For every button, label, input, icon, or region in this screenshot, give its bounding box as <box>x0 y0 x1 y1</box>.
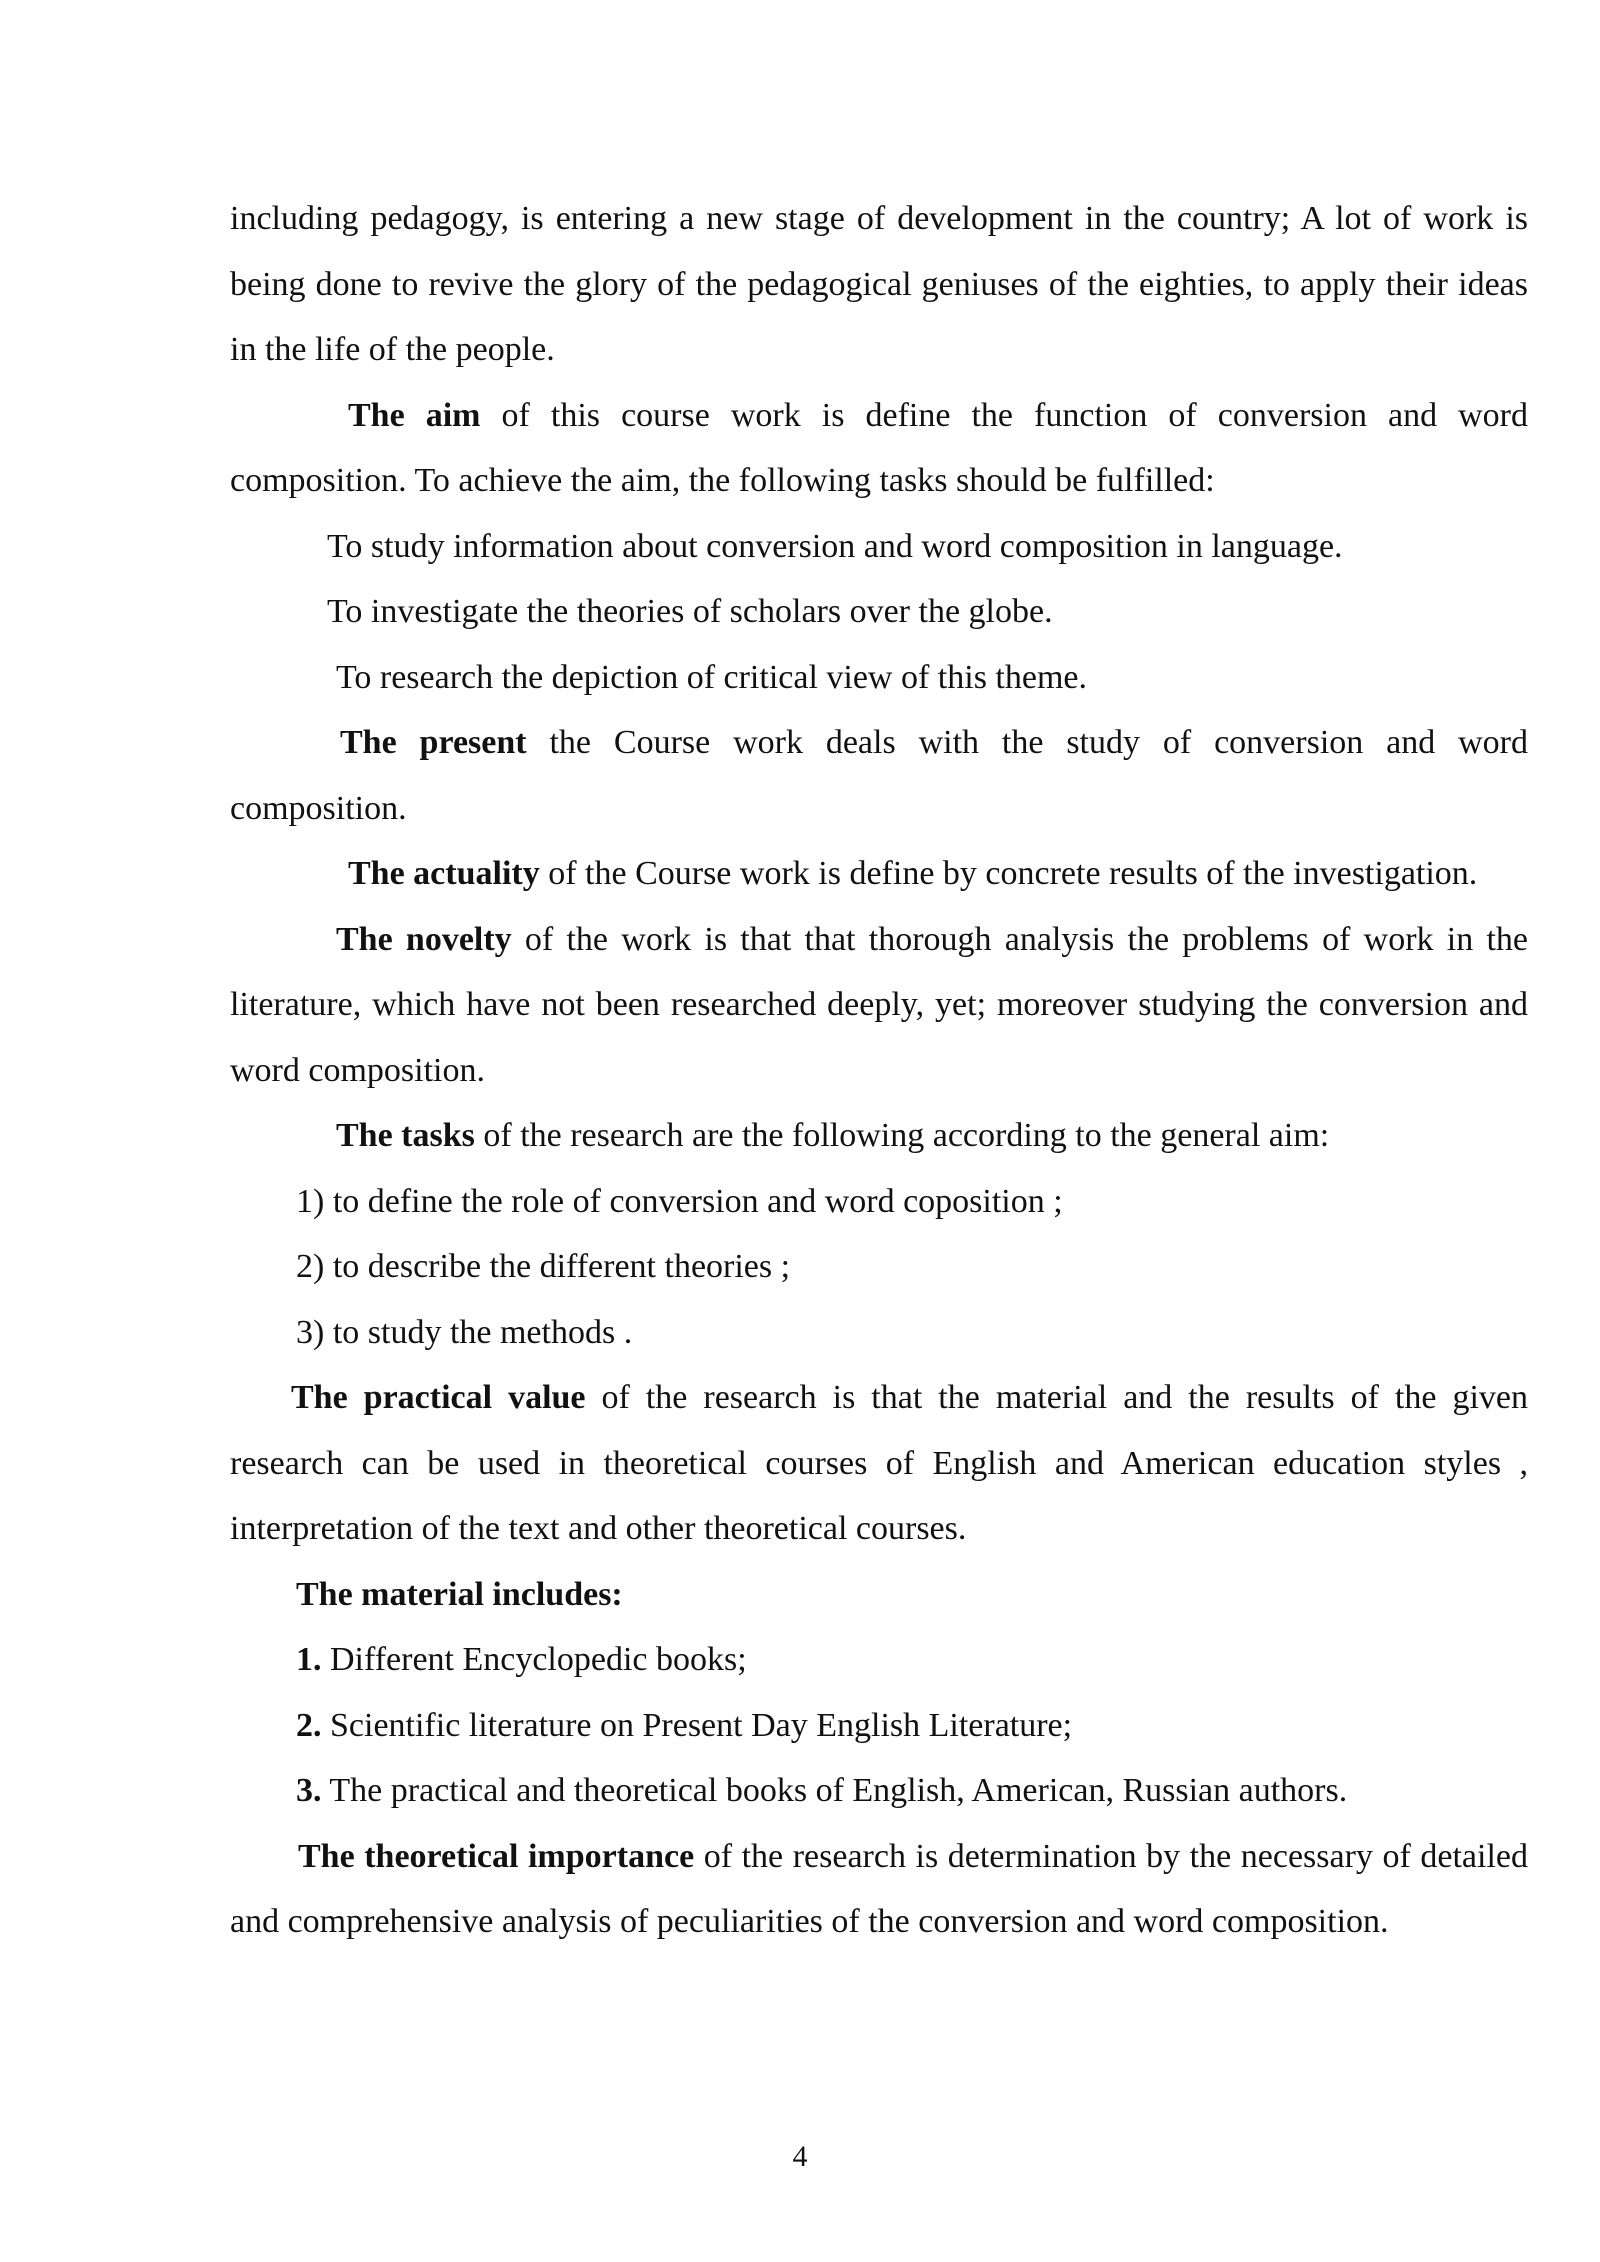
aim-paragraph <box>230 383 1528 514</box>
material-heading: The material includes: <box>296 1575 623 1613</box>
task-list-item: 3) to study the methods . <box>296 1313 633 1351</box>
material-item-number: 2. <box>296 1706 322 1744</box>
aim-label: The aim <box>348 396 481 434</box>
theoretical-importance-label: The theoretical importance <box>298 1837 695 1875</box>
tasks-text: of the research are the following according to the general aim: <box>474 1117 1330 1154</box>
actuality-paragraph <box>230 841 1528 907</box>
actuality-label: The actuality <box>348 855 540 892</box>
practical-value-paragraph <box>230 1365 1528 1562</box>
aim-task-item: To study information about conversion and word composition in language. <box>327 527 1343 565</box>
material-list-item <box>230 1627 1528 1693</box>
novelty-label: The novelty <box>336 920 512 958</box>
material-item-text: The practical and theoretical books of English, American, Russian authors. <box>321 1772 1348 1809</box>
material-list-item <box>230 1693 1528 1759</box>
material-item-number: 1. <box>296 1641 322 1678</box>
tasks-label: The tasks <box>336 1117 475 1154</box>
novelty-paragraph <box>230 907 1528 1104</box>
present-paragraph <box>230 710 1528 841</box>
practical-value-label: The practical value <box>291 1379 586 1416</box>
task-list-item: 2) to describe the different theories ; <box>296 1248 791 1285</box>
page-number: 4 <box>792 2140 808 2173</box>
intro-paragraph: including pedagogy, is entering a new stage of development in the country; A lot of work is being done to revive the glory of the pedagogical geniuses of the eighties, to apply their ideas in the life of the people. <box>230 200 1528 368</box>
present-label: The present <box>340 724 527 761</box>
aim-task-item: To research the depiction of critical view of this theme. <box>336 658 1088 696</box>
aim-text: of this course work is define the function of conversion and word composition. To achieve the aim, the following tasks should be fulfilled: <box>230 396 1529 499</box>
task-list-item: 1) to define the role of conversion and word coposition ; <box>296 1182 1063 1220</box>
tasks-paragraph <box>230 1103 1528 1169</box>
material-item-text: Different Encyclopedic books; <box>321 1641 747 1678</box>
present-text: the Course work deals with the study of conversion and word composition. <box>230 724 1528 827</box>
document-page <box>230 186 1528 1955</box>
material-item-text: Scientific literature on Present Day English Literature; <box>321 1706 1073 1744</box>
material-item-number: 3. <box>296 1772 322 1809</box>
actuality-text: of the Course work is define by concrete results of the investigation. <box>539 855 1478 892</box>
aim-task-item: To investigate the theories of scholars over the globe. <box>327 593 1053 630</box>
theoretical-importance-paragraph <box>230 1824 1528 1955</box>
novelty-text: of the work is that that thorough analysis the problems of work in the literature, which have not been researched deeply, yet; moreover studying the conversion and word composition. <box>230 920 1528 1089</box>
practical-value-text: of the research is that the material and the results of the given research can be used in theoretical courses of English and American education styles , interpretation of the text and other theoretical courses. <box>230 1379 1528 1547</box>
material-list-item <box>230 1758 1528 1824</box>
theoretical-importance-text: of the research is determination by the necessary of detailed and comprehensive analysis of peculiarities of the conversion and word composition. <box>230 1837 1528 1940</box>
